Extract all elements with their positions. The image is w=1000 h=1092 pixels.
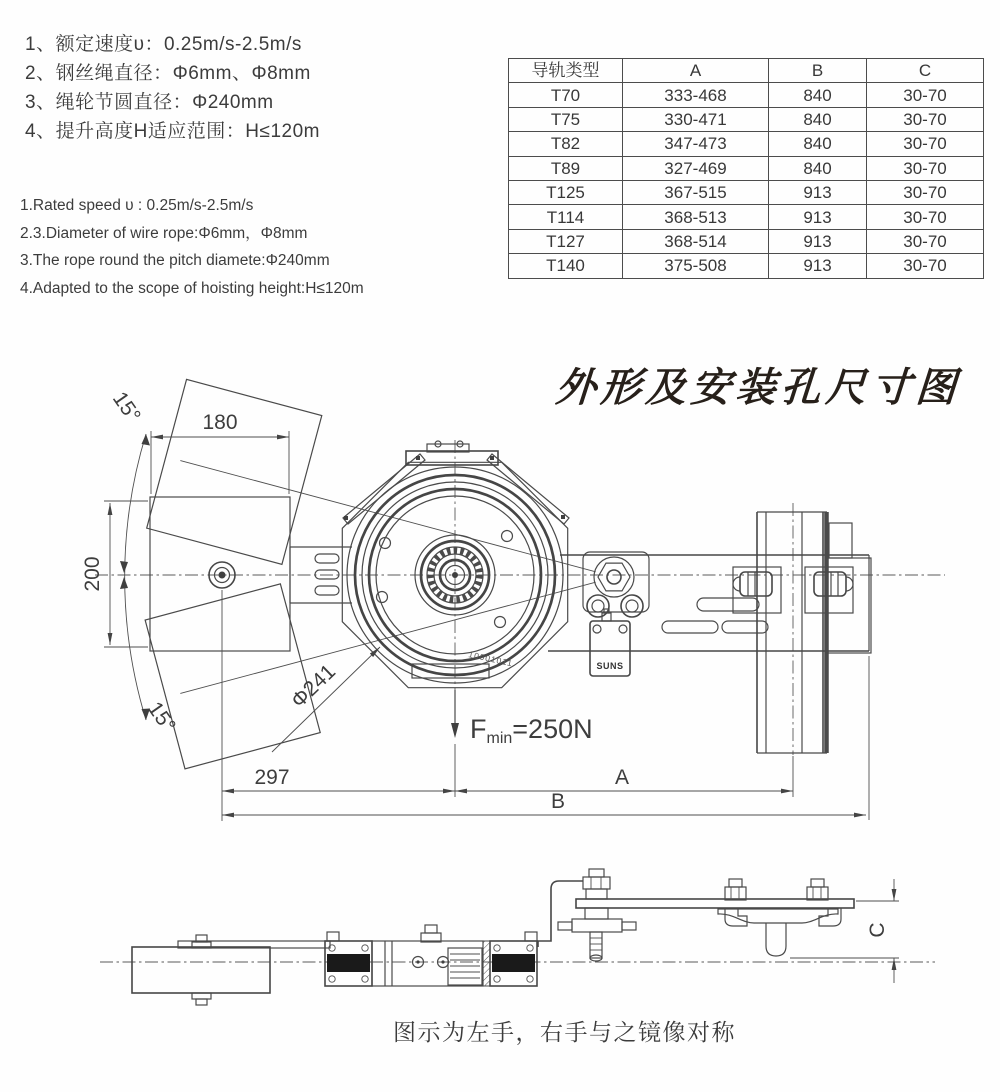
table-cell: 375-508 [623, 254, 769, 278]
table-cell: T140 [509, 254, 623, 278]
table-cell: T114 [509, 205, 623, 229]
dim-297-label: 297 [254, 766, 290, 789]
rope-adjuster [583, 552, 649, 676]
drawing-title: 外形及安装孔尺寸图 [554, 364, 963, 411]
spec-item: 3.The rope round the pitch diamete:Φ240mm [20, 252, 330, 269]
table-cell: 913 [769, 180, 867, 204]
table-cell: 333-468 [623, 83, 769, 107]
switch-label: SUNS [596, 661, 624, 671]
side-view [100, 869, 935, 1005]
table-cell: T89 [509, 156, 623, 180]
table-cell: 330-471 [623, 107, 769, 131]
clamp-claw-left [725, 908, 747, 926]
table-cell: T70 [509, 83, 623, 107]
table-header-cell: A [623, 59, 769, 83]
table-cell: 367-515 [623, 180, 769, 204]
table-header-cell: B [769, 59, 867, 83]
table-cell: 30-70 [867, 156, 984, 180]
spec-item: 2.3.Diameter of wire rope:Φ6mm，Φ8mm [20, 224, 308, 242]
table-cell: T127 [509, 229, 623, 253]
table-cell: 840 [769, 132, 867, 156]
pivot-bolt [209, 562, 235, 821]
angle-dim-top-label: 15° [107, 387, 145, 427]
dim-200 [104, 501, 148, 647]
table-cell: 840 [769, 107, 867, 131]
dim-180-label: 180 [202, 411, 238, 434]
dim-c-label: C [866, 922, 889, 938]
table-cell: 30-70 [867, 83, 984, 107]
table-cell: 368-513 [623, 205, 769, 229]
table-cell: 327-469 [623, 156, 769, 180]
spec-item: 2、钢丝绳直径：Φ6mm、Φ8mm [25, 63, 311, 84]
swing-arc [120, 434, 150, 720]
side-left-box [132, 935, 270, 1005]
dim-200-label: 200 [81, 556, 104, 592]
side-mount-bracket [538, 869, 854, 961]
mirror-note: 图示为左手，右手与之镜像对称 [393, 1019, 736, 1045]
table-cell: 368-514 [623, 229, 769, 253]
brake-frame-right [490, 932, 537, 986]
table-cell: T82 [509, 132, 623, 156]
face-hole [495, 617, 506, 628]
min-force-label: Fmin=250N [470, 714, 593, 747]
table-cell: 30-70 [867, 205, 984, 229]
rail-clip-right [805, 567, 853, 613]
dim-a-label: A [614, 766, 630, 789]
table-cell: 30-70 [867, 180, 984, 204]
table-cell: 30-70 [867, 132, 984, 156]
spec-item: 4.Adapted to the scope of hoisting height:H≤120m [20, 279, 364, 297]
rail-section-hatch [483, 941, 490, 986]
table-header-cell: C [867, 59, 984, 83]
face-hole [377, 592, 388, 603]
spec-item: 3、绳轮节圆直径：Φ240mm [25, 92, 274, 113]
spec-item: 1、额定速度υ：0.25m/s-2.5m/s [25, 34, 302, 55]
sheave-dia-label: Φ241 [286, 660, 341, 713]
table-cell: 30-70 [867, 229, 984, 253]
face-hole [502, 531, 513, 542]
rail-cross-section [718, 879, 841, 956]
table-cell: T75 [509, 107, 623, 131]
table-header-cell: 导轨类型 [509, 59, 623, 83]
table-cell: 347-473 [623, 132, 769, 156]
table-cell: 840 [769, 156, 867, 180]
center-bearing [415, 535, 495, 615]
table-cell: 913 [769, 254, 867, 278]
brake-frame-left [325, 932, 372, 986]
rim-marking: 10001011 [467, 649, 514, 669]
table-cell: T125 [509, 180, 623, 204]
table-cell: 913 [769, 205, 867, 229]
dim-b-label: B [550, 790, 566, 813]
angle-dim-bottom-label: 15° [142, 697, 180, 737]
table-cell: 30-70 [867, 254, 984, 278]
spec-item: 1.Rated speed υ : 0.25m/s-2.5m/s [20, 197, 254, 214]
table-cell: 30-70 [867, 107, 984, 131]
front-view [81, 379, 945, 821]
table-cell: 913 [769, 229, 867, 253]
min-force-arrow [451, 690, 459, 797]
side-body [372, 925, 490, 986]
threaded-rod [590, 932, 602, 958]
table-cell: 840 [769, 83, 867, 107]
spec-item: 4、提升高度H适应范围：H≤120m [25, 121, 320, 142]
tension-box-positions [142, 379, 616, 768]
